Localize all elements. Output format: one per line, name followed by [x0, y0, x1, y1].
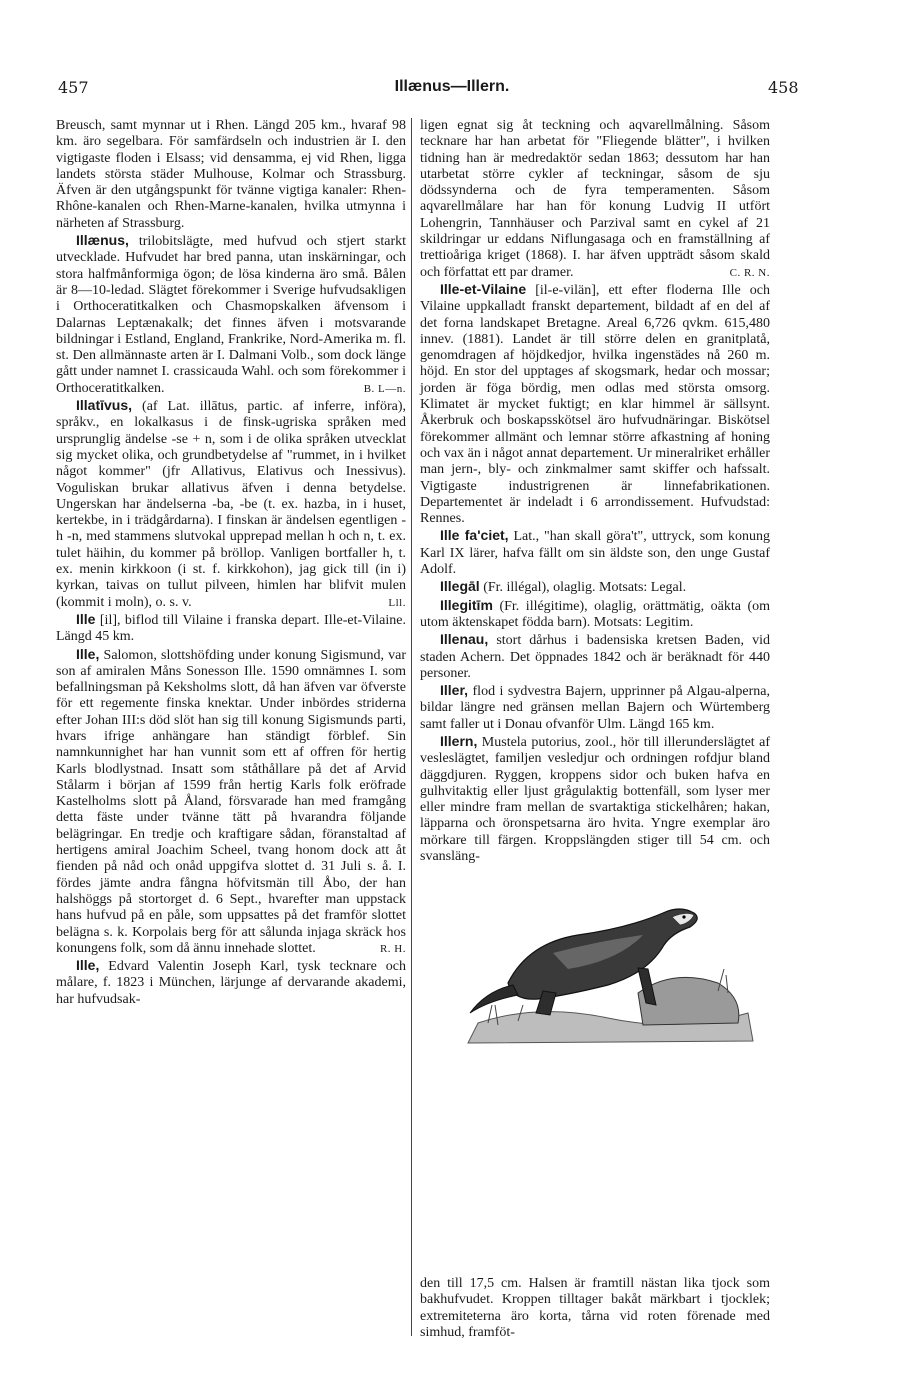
- entry-ille-salomon: [56, 646, 406, 958]
- entry-text: Mustela putorius, zool., hör till illerunderslägtet af vesleslägtet, familjen vesledjur och ordningen rofdjur bland däggdjuren. Ryggen, kroppens sidor och buken hafva en gulhvitaktig eller ljust grågulaktig bottenfäll, som lyser mer eller mindre fram mellan de svartaktiga stickelhåren; hakan, läpparna och öronspetsarna äro hvita. Yngre exemplar äro mörkare till färgen. Kroppslängden stiger till 54 cm. och svansläng-: [420, 734, 771, 865]
- headword: Ille: [76, 610, 96, 627]
- entry-ille-edvard: [56, 957, 406, 1008]
- paragraph: [420, 118, 770, 281]
- entry-text: trilobitslägte, med hufvud och stjert starkt utvecklade. Hufvudet har bred panna, utan inskärningar, och stora halfmånformiga ögon; de lösa kinderna äro små. Bålen är 8—10-ledad. Slägtet förekommer i Sverige hufvudsakligen i Orthoceratitkalken och Chasmopskalken äfvensom i Dalarnas Leptænakalk; det finnes äfven i motsvarande bildningar i Estland, England, Frankrike, Nord-Amerika m. fl. st. Den allmännaste arten är I. Dalmani Volb., som dock länge gått under namnet I. crassicauda Wahl. och som förekommer i Orthoceratitkalken.: [56, 234, 407, 396]
- polecat-tail: [470, 985, 518, 1013]
- entry-text: (Fr. illégal), olaglig. Motsats: Legal.: [483, 580, 687, 596]
- headword: Illænus,: [76, 232, 129, 249]
- entry-text: flod i sydvestra Bajern, upprinner på Algau-alperna, bildar längre ned gränsen mellan Bajern och Würtemberg samt faller ut i Donau ofvanför Ulm. Längd 165 km.: [420, 684, 770, 732]
- entry-illativus: [56, 397, 406, 611]
- entry-text: stort dårhus i badensiska kretsen Baden, vid staden Achern. Det öppnades 1842 och är beräknadt för 440 personer.: [420, 633, 770, 681]
- headword: Ille,: [76, 957, 100, 974]
- headword: Illegāl: [440, 578, 480, 595]
- page-number-left: 457: [58, 78, 89, 97]
- entry-illaenus: [56, 232, 406, 397]
- author-signature: Lll.: [388, 596, 406, 609]
- running-head: Illænus—Illern.: [394, 78, 510, 95]
- author-signature: C. R. N.: [729, 266, 770, 279]
- headword: Ille,: [76, 645, 100, 662]
- entry-ille-et-vilaine: [420, 281, 770, 527]
- author-signature: R. H.: [379, 942, 406, 955]
- entry-iller: [420, 682, 770, 733]
- entry-illegal: [420, 578, 770, 596]
- page-number-right: 458: [768, 78, 799, 97]
- headword: Illenau,: [440, 631, 489, 648]
- entry-text: Edvard Valentin Joseph Karl, tysk tecknare och målare, f. 1823 i München, lärjunge af dervarande akademi, har hufvudsak-: [56, 959, 407, 1007]
- headword: Iller,: [440, 682, 469, 699]
- right-column: [420, 118, 770, 1059]
- entry-text: (af Lat. illātus, partic. af inferre, införa), språkv., en lokalkasus i de finsk-ugriska språken med ursprunglig ändelse -se + n, som i de olika språken utvecklat sig mycket olika, och grundbetydelse af "rummet, in i hvilket något kommer" (jfr Allativus, Elativus och Inessivus). Voguliskan brukar allativus äfven i denna betydelse. Ungerskan har ändelserna -ba, -be (t. ex. hazba, in i huset, kertekbe, in i trädgårdarna). I finskan är ändelsen egentligen -h -n, med stammens slutvokal upprepad mellan h och n, t. ex. tulet häihin, du kommer på bröllop. Vanligen bortfaller h, t. ex. menin kirkkoon (i st. f. kirkkohon), jag gick till (in i) kyrkan, taivas on tullut pilveen, himlen har blifvit mulen (kommit i moln), o. s. v.: [56, 399, 407, 610]
- entry-ille: [56, 611, 406, 646]
- polecat-illustration: [458, 873, 758, 1051]
- headword: Ille-et-Vilaine: [440, 280, 527, 297]
- headword: Ille fa'ciet,: [440, 527, 509, 544]
- entry-illern: [420, 733, 770, 865]
- entry-text: (Fr. illégitime), olaglig, orättmätig, oäkta (om utom äktenskapet födda barn). Motsats: Legitim.: [420, 598, 770, 630]
- entry-ille-faciet: [420, 527, 770, 578]
- entry-text: Lat., "han skall göra't", uttryck, som konung Karl IX lärer, hafva fällt om sin äldste son, den unge Gustaf Adolf.: [420, 529, 771, 578]
- column-divider: [411, 118, 412, 1336]
- headword: Illegitīm: [440, 596, 493, 613]
- author-signature: B. L—n.: [363, 382, 406, 395]
- paragraph: Breusch, samt mynnar ut i Rhen. Längd 205 km., hvaraf 98 km. äro segelbara. För samfärdseln och industrien är I. den vigtigaste floden i Elsass; vid densamma, ej vid Rhen, ligga landets största städer Mulhouse, Kolmar och Strassburg. Äfven är den utgångspunkt för tvänne vigtiga kanaler: Rhen-Rhône-kanalen och Rhen-Marne-kanalen, hvilka utmynna i närheten af Strassburg.: [56, 118, 406, 231]
- entry-illenau: [420, 631, 770, 682]
- polecat-eye: [682, 916, 685, 919]
- headword: Illatīvus,: [76, 397, 133, 414]
- entry-text: [il-e-vilän], ett efter floderna Ille och Vilaine uppkalladt franskt departement, bildadt af en del af det forna landskapet Bretagne. Areal 6,726 qvkm. 615,480 innev. (1881). Landet är till större delen en granitplatå, genomdragen af höjdkedjor, hvilka ingenstädes nå 260 m. höjd. En stor del upptages af skogsmark, hedar och mossar; jorden är föga bördig, men odlas med största omsorg. Klimatet är mycket fuktigt; en klar himmel är sällsynt. Åkerbruk och boskapsskötsel äro hufvudnäringar. Biskötsel förekommer allmänt och lemnar större afkastning af honing och vax än i något annat departement. Ur mineralriket erhåller man jern-, bly- och zinkmalmer samt skiffer och hafssalt. Vigtigaste industrigrenen är linnefabrikationen. Departementet är indeladt i 6 arrondissement. Hufvudstad: Rennes.: [420, 282, 771, 527]
- headword: Illern,: [440, 732, 478, 749]
- entry-text: [il], biflod till Vilaine i franska depart. Ille-et-Vilaine. Längd 45 km.: [56, 612, 406, 645]
- entry-text: Salomon, slottshöfding under konung Sigismund, var son af amiralen Måns Sonesson Ille. 1590 omnämnes I. som befallningsman på Keksholms slott, då han äfven var öfverste för ett regemente finska knektar. Under inbördes striderna efter Johan III:s död slöt han sig till konung Sigismunds parti, hvars ifrige anhängare han ständigt förblef. Sin namnkunnighet har han vunnit som ett af offren för hertig Karls blodlystnad. Insatt som ståthållare på det af Arvid Stålarm i början af 1599 från hertig Karls folk eröfrade Kastelholms slott på Åland, försvarade han med framgång detta fäste under tvänne tätt på hvarandra följande belägringar. En tredje och kraftigare sådan, föranstaltad af hertigens amiral Joachim Scheel, tvang honom dock att åt fienden på nåd och onåd uppgifva slottet d. 31 Juli s. å. I. fördes jämte andra fångna höfvitsmän till Åbo, der han halshöggs på stortorget d. 6 Sept., hvarefter man uppstack hans hufvud på en påle, som uppsattes på det framför slottet belägna s. k. Korpolais berg för att sålunda injaga skräck hos konungens folk, som då ännu innehade slottet.: [56, 647, 406, 956]
- entry-text: ligen egnat sig åt teckning och aqvarellmålning. Såsom tecknare har han arbetat för "Fliegende blätter", i hvilken tidning han är medredaktör sedan 1863; dessutom har han utarbetat större cykler af teckningar, såsom de sju dödssynderna och de fyra temperamenten. Såsom aqvarellmålare har han för konung Ludvig II utfört Lohengrin, Tannhäuser och Parzival samt en cykel af 21 skildringar ur eddans Niflungasaga och en framställning af trettioåriga kriget (1868). I. har äfven uppträdt såsom skald och författat ett par dramer.: [420, 118, 770, 280]
- column-continuation: den till 17,5 cm. Halsen är framtill nästan lika tjock som bakhufvudet. Kroppen tilltager bakåt märkbart i tjocklek; extremiteterna äro korta, tårna vid roten förenade med simhud, framföt-: [420, 1276, 770, 1340]
- left-column: [56, 118, 406, 1008]
- entry-illegitim: [420, 597, 770, 632]
